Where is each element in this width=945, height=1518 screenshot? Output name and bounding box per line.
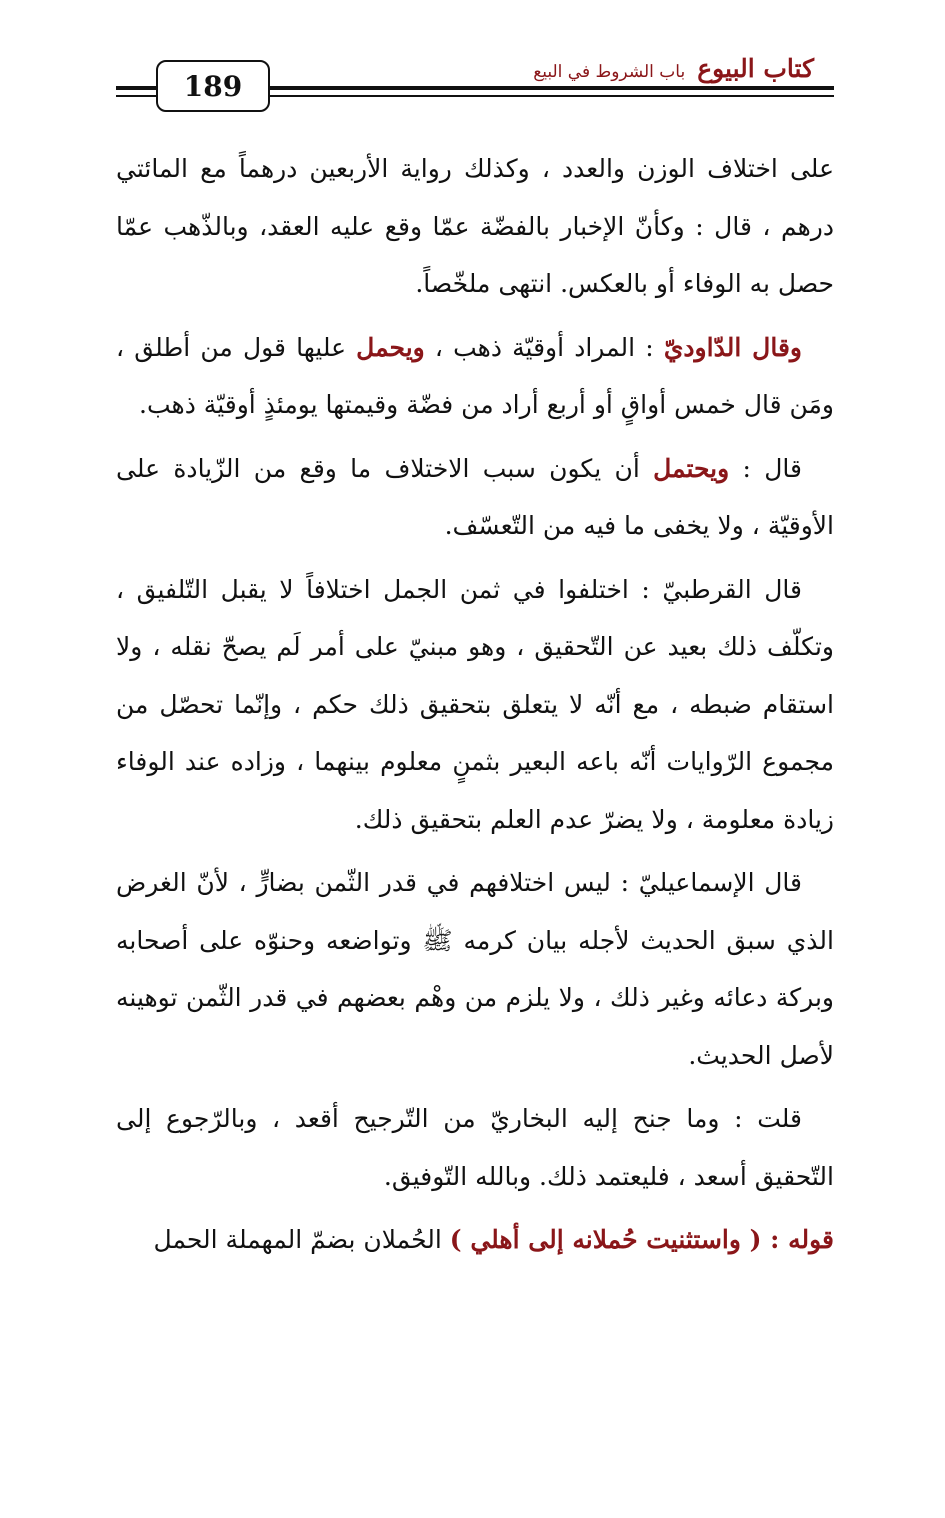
page-content (116, 140, 834, 1269)
page-number: 189 (156, 60, 270, 112)
paragraph-3-text-a: قال : (729, 453, 802, 483)
paragraph-7-text: الحُملان بضمّ المهملة الحمل (153, 1225, 450, 1254)
paragraph-2-text-a: : المراد أوقيّة ذهب ، (424, 332, 664, 362)
highlight-yuhmal: ويحمل (356, 332, 425, 362)
paragraph-3 (116, 440, 834, 555)
paragraph-2-text-b: عليها قول من أطلق ، ومَن قال خمس أواقٍ أو أربع أراد من فضّة وقيمتها يومئذٍ أوقيّة ذهب. (116, 332, 834, 419)
speaker-daudi: وقال الدّاوديّ (663, 332, 802, 362)
book-title: كتاب البيوع (697, 54, 814, 83)
paragraph-1: على اختلاف الوزن والعدد ، وكذلك رواية الأربعين درهماً مع المائتي درهم ، قال : وكأنّ الإخبار بالفضّة عمّا وقع عليه العقد، وبالذّهب عمّا حصل به الوفاء أو بالعكس. انتهى ملخّصاً. (116, 154, 834, 298)
paragraph-2 (116, 319, 834, 434)
chapter-title: باب الشروط في البيع (533, 62, 686, 82)
paragraph-7 (116, 1211, 834, 1269)
running-title (533, 54, 814, 83)
highlight-yahtamil: ويحتمل (653, 453, 730, 483)
paragraph-6: قلت : وما جنح إليه البخاريّ من التّرجيح أقعد ، وبالرّجوع إلى التّحقيق أسعد ، فليعتمد ذلك. وبالله التّوفيق. (116, 1104, 834, 1191)
paragraph-3-text-b: أن يكون سبب الاختلاف ما وقع من الزّيادة على الأوقيّة ، ولا يخفى ما فيه من التّعسّف. (116, 453, 834, 540)
paragraph-5: قال الإسماعيليّ : ليس اختلافهم في قدر الثّمن بضارٍّ ، لأنّ الغرض الذي سبق الحديث لأجله بيان كرمه ﷺ وتواضعه وحنوّه على أصحابه وبركة دعائه وغير ذلك ، ولا يلزم من وهْم بعضهم في قدر الثّمن توهينه لأصل الحديث. (116, 868, 834, 1070)
paragraph-4: قال القرطبيّ : اختلفوا في ثمن الجمل اختلافاً لا يقبل التّلفيق ، وتكلّف ذلك بعيد عن التّحقيق ، وهو مبنيّ على أمر لَم يصحّ نقله ، ولا استقام ضبطه ، مع أنّه لا يتعلق بتحقيق ذلك حكم ، وإنّما تحصّل من مجموع الرّوايات أنّه باعه البعير بثمنٍ معلوم بينهما ، وزاده عند الوفاء زيادة معلومة ، ولا يضرّ عدم العلم بتحقيق ذلك. (116, 574, 834, 834)
page-header (116, 48, 834, 118)
quoted-matn: قوله : ( واستثنيت حُملانه إلى أهلي ) (449, 1225, 834, 1254)
